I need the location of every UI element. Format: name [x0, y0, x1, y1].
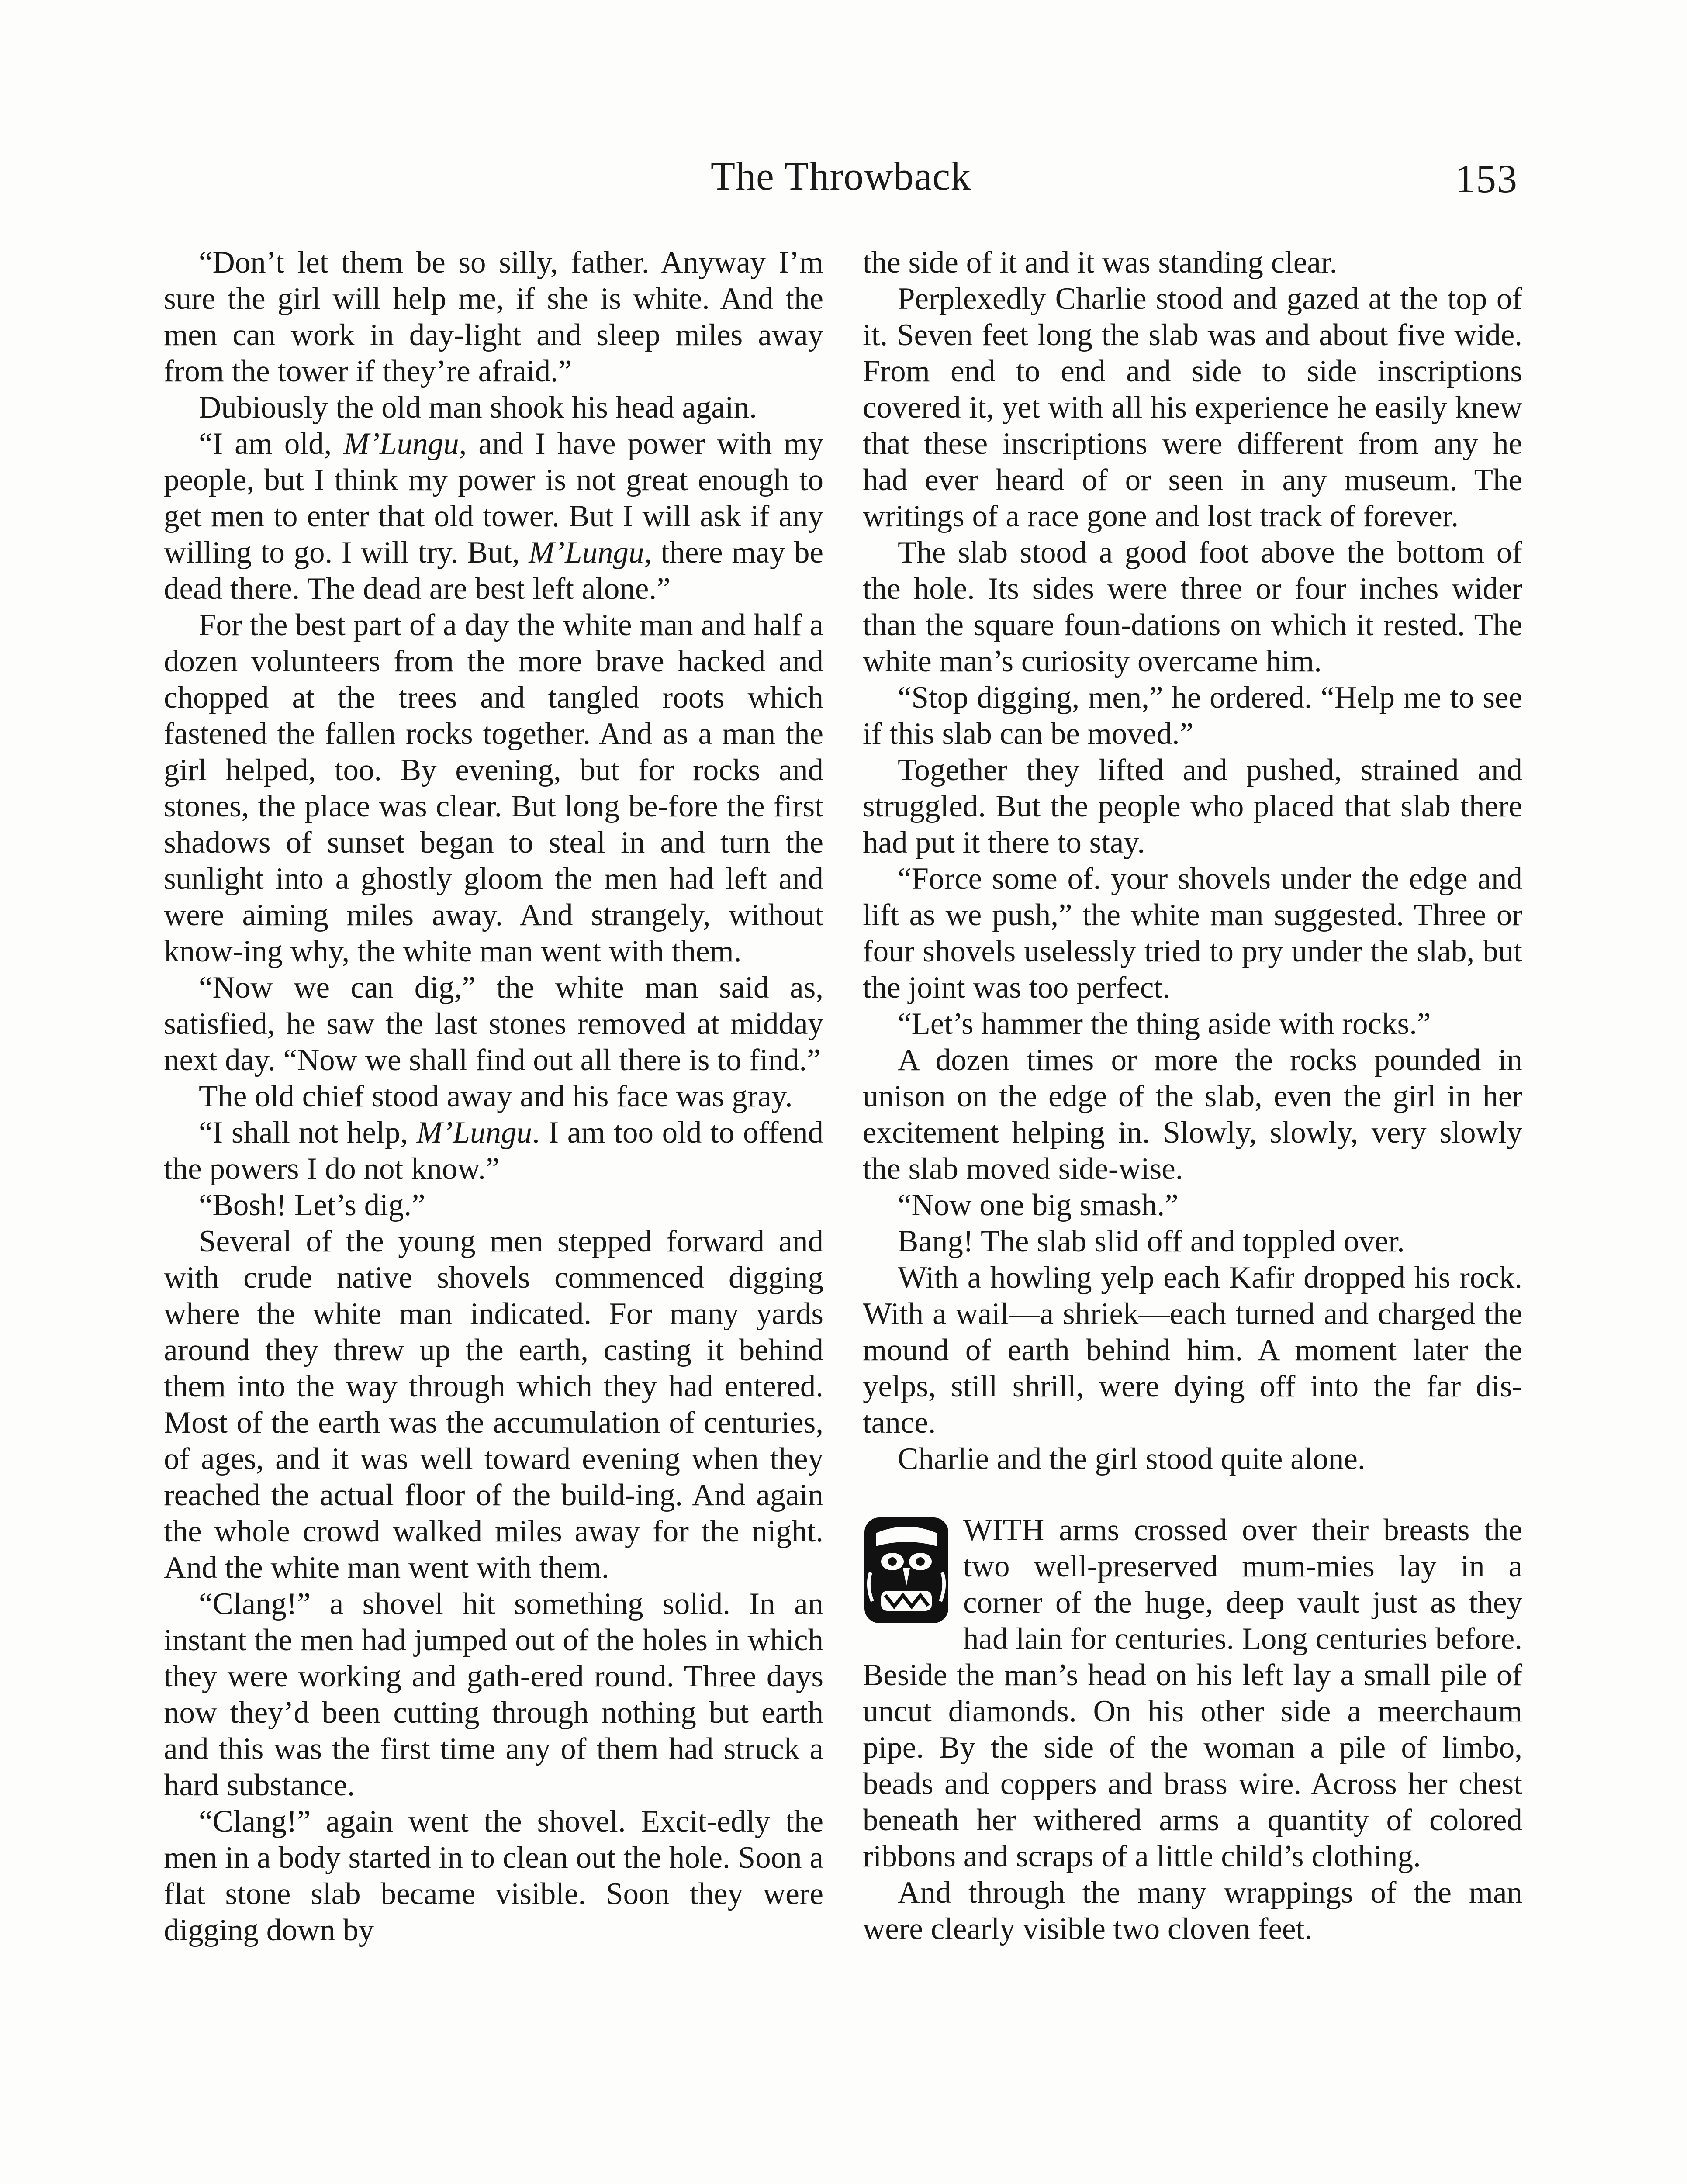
- paragraph: The old chief stood away and his face was gray.: [199, 1079, 793, 1113]
- tribal-mask-icon: [863, 1516, 950, 1625]
- paragraph: A dozen times or more the rocks pounded in unison on the edge of the slab, even the girl in her excitement helping in. Slowly, slowly, very slowly the slab moved side-wise.: [863, 1043, 1522, 1186]
- paragraph: “Now we can dig,” the white man said as, satisfied, he saw the last stones removed at midday next day. “Now we shall find out all there is to find.”: [164, 971, 823, 1077]
- paragraph: With a howling yelp each Kafir dropped his rock. With a wail—a shriek—each turned and charged the mound of earth behind him. A moment later the yelps, still shrill, were dying off into the far dis-tance.: [863, 1261, 1522, 1440]
- paragraph: “I shall not help, M’Lungu. I am too old to offend the powers I do not know.”: [164, 1116, 823, 1186]
- right-column: [863, 245, 1522, 1947]
- paragraph: “Don’t let them be so silly, father. Anyway I’m sure the girl will help me, if she is white. And the men can work in day-light and sleep miles away from the tower if they’re afraid.”: [164, 245, 823, 388]
- page-number: 153: [1455, 156, 1518, 201]
- paragraph: The slab stood a good foot above the bottom of the hole. Its sides were three or four inches wider than the square foun-dations on which it rested. The white man’s curiosity overcame him.: [863, 536, 1522, 678]
- emphasized-name: M’Lungu: [416, 1116, 532, 1150]
- paragraph: the side of it and it was standing clear.: [863, 245, 1338, 280]
- paragraph: Several of the young men stepped forward and with crude native shovels commenced digging where the white man indicated. For many yards around they threw up the earth, casting it behind them into the way through which they had entered. Most of the earth was the accumulation of centuries, of ages, and it was well toward evening when they reached the actual floor of the build-ing. And again the whole crowd walked miles away for the night. And the white man went with them.: [164, 1224, 823, 1585]
- emphasized-name: M’Lungu: [529, 536, 644, 570]
- paragraph: “I am old, M’Lungu, and I have power with my people, but I think my power is not great enough to get men to enter that old tower. But I will ask if any willing to go. I will try. But, M’Lungu, there may be dead there. The dead are best left alone.”: [164, 427, 823, 606]
- paragraph: WITH arms crossed over their breasts the two well-preserved mum-mies lay in a corner of the huge, deep vault just as they had lain for centuries. Long centuries before. Beside the man’s head on his left lay a small pile of uncut diamonds. On his other side a meerchaum pipe. By the side of the woman a pile of limbo, beads and coppers and brass wire. Across her chest beneath her withered arms a quantity of colored ribbons and scraps of a little child’s clothing.: [863, 1513, 1522, 1873]
- paragraph: Perplexedly Charlie stood and gazed at the top of it. Seven feet long the slab was and about five wide. From end to end and side to side inscriptions covered it, yet with all his experience he easily knew that these inscriptions were different from any he had ever heard of or seen in any museum. The writings of a race gone and lost track of forever.: [863, 282, 1522, 533]
- paragraph: And through the many wrappings of the man were clearly visible two cloven feet.: [863, 1876, 1522, 1946]
- paragraph: “Bosh! Let’s dig.”: [199, 1188, 425, 1222]
- paragraph: “Now one big smash.”: [898, 1188, 1179, 1222]
- paragraph: Dubiously the old man shook his head again.: [199, 390, 757, 425]
- section-break: [863, 1512, 1522, 1875]
- paragraph: “Stop digging, men,” he ordered. “Help me to see if this slab can be moved.”: [863, 681, 1522, 751]
- paragraph: Together they lifted and pushed, strained and struggled. But the people who placed that slab there had put it there to stay.: [863, 753, 1522, 860]
- paragraph: Charlie and the girl stood quite alone.: [898, 1442, 1366, 1476]
- paragraph: “Force some of. your shovels under the edge and lift as we push,” the white man suggested. Three or four shovels uselessly tried to pry under the slab, but the joint was too perfect.: [863, 862, 1522, 1005]
- paragraph: “Clang!” again went the shovel. Excit-edly the men in a body started in to clean out the hole. Soon a flat stone slab became visible. Soon they were digging down by: [164, 1804, 823, 1947]
- paragraph: “Clang!” a shovel hit something solid. In an instant the men had jumped out of the holes in which they were working and gath-ered round. Three days now they’d been cutting through nothing but earth and this was the first time any of them had struck a hard substance.: [164, 1587, 823, 1802]
- running-title: The Throwback: [710, 154, 971, 198]
- paragraph: Bang! The slab slid off and toppled over.: [898, 1224, 1405, 1258]
- left-column: [164, 245, 823, 1949]
- emphasized-name: M’Lungu: [343, 427, 459, 461]
- paragraph: “Let’s hammer the thing aside with rocks.”: [898, 1007, 1431, 1041]
- paragraph: For the best part of a day the white man and half a dozen volunteers from the more brave hacked and chopped at the trees and tangled roots which fastened the fallen rocks together. And as a man the girl helped, too. By evening, but for rocks and stones, the place was clear. But long be-fore the first shadows of sunset began to steal in and turn the sunlight into a ghostly gloom the men had left and were aiming miles away. And strangely, without know-ing why, the white man went with them.: [164, 608, 823, 968]
- running-head: [164, 153, 1518, 210]
